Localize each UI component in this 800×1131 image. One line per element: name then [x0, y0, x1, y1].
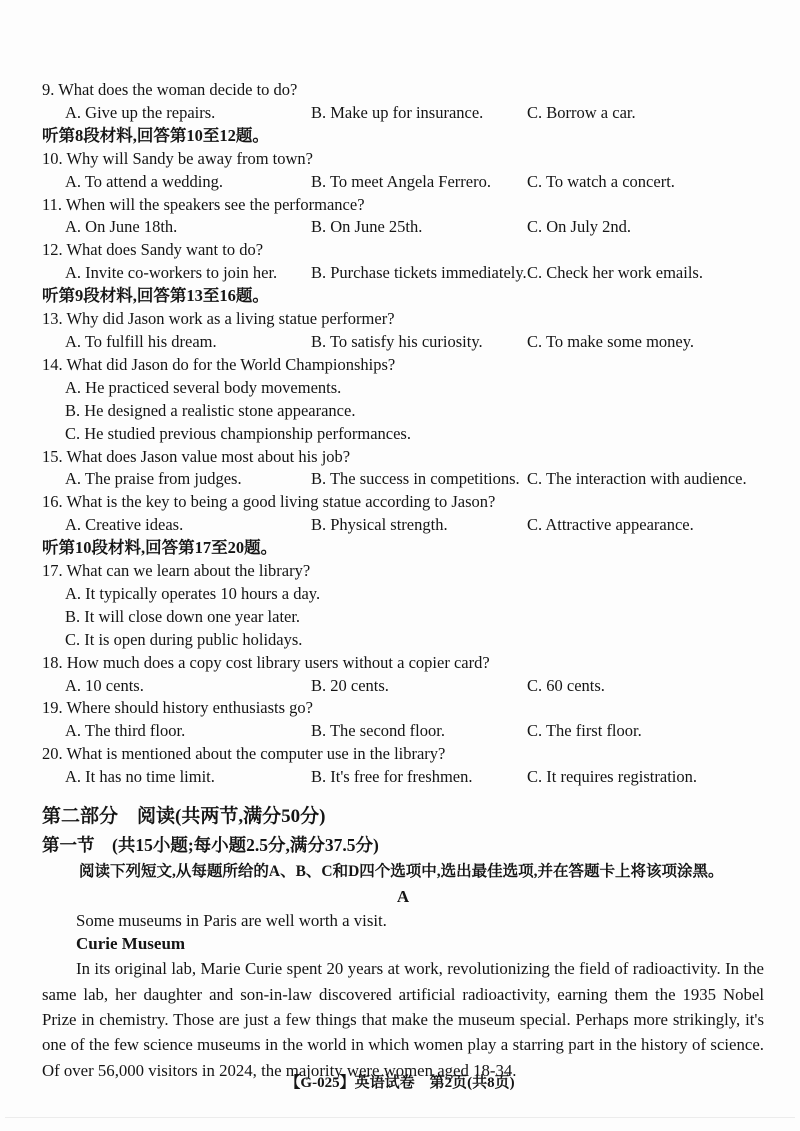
options-group	[42, 262, 764, 285]
question-text: 16. What is the key to being a good living statue according to Jason?	[42, 492, 496, 512]
question-text: 10. Why will Sandy be away from town?	[42, 148, 313, 168]
option: B. On June 25th.	[311, 217, 423, 237]
option: B. It will close down one year later.	[65, 606, 301, 626]
question-text: 12. What does Sandy want to do?	[42, 240, 264, 260]
passage-label: A	[396, 887, 410, 907]
listening-instruction: 听第10段材料,回答第17至20题。	[42, 538, 278, 558]
question-text: 14. What did Jason do for the World Championships?	[42, 354, 396, 374]
question-9	[42, 79, 764, 125]
page-content	[42, 79, 764, 1083]
option: C. Check her work emails.	[527, 263, 703, 283]
passage-body: In its original lab, Marie Curie spent 20 years at work, revolutionizing the field of radioactivity. In the same lab, her daughter and son-in-law discovered artificial radioactivity, earning them the 1935 Nobel Prize in chemistry. Those are just a few things that make the museum special. Perhaps more strikingly, it's one of the few science museums in the world in which women play a starring part in the history of science. Of over 56,000 visitors in 2024, the majority were women aged 18-34.	[42, 959, 764, 1080]
option: A. Give up the repairs.	[65, 102, 216, 122]
option: C. He studied previous championship performances.	[65, 423, 411, 443]
reading-instructions: 阅读下列短文,从每题所给的A、B、C和D四个选项中,选出最佳选项,并在答题卡上将该项涂黑。	[79, 863, 724, 881]
options-group	[42, 583, 764, 652]
question-text: 15. What does Jason value most about his job?	[42, 446, 351, 466]
option: A. The third floor.	[65, 721, 186, 741]
option: C. Borrow a car.	[527, 102, 636, 122]
question-12	[42, 239, 764, 285]
option: A. Creative ideas.	[65, 515, 184, 535]
option: C. On July 2nd.	[527, 217, 632, 237]
question-10	[42, 148, 764, 194]
option: C. To watch a concert.	[527, 171, 675, 191]
options-group	[42, 171, 764, 194]
question-text: 11. When will the speakers see the performance?	[42, 194, 365, 214]
option: B. Make up for insurance.	[311, 102, 484, 122]
option: A. He practiced several body movements.	[65, 377, 342, 397]
option: A. It has no time limit.	[65, 767, 215, 787]
question-11	[42, 194, 764, 240]
options-group	[42, 720, 764, 743]
question-text: 18. How much does a copy cost library users without a copier card?	[42, 652, 490, 672]
question-16	[42, 491, 764, 537]
listening-section	[42, 79, 764, 789]
option: B. The second floor.	[311, 721, 445, 741]
question-18	[42, 652, 764, 698]
options-group	[42, 331, 764, 354]
option: A. The praise from judges.	[65, 469, 242, 489]
question-text: 9. What does the woman decide to do?	[42, 80, 298, 99]
option: C. It requires registration.	[527, 767, 697, 787]
question-text: 13. Why did Jason work as a living statue performer?	[42, 309, 395, 329]
question-20	[42, 743, 764, 789]
option: B. Physical strength.	[311, 515, 448, 535]
scan-artifact-line	[5, 1117, 795, 1118]
options-group	[42, 216, 764, 239]
option: C. The interaction with audience.	[527, 469, 747, 489]
question-19	[42, 697, 764, 743]
option: A. On June 18th.	[65, 217, 178, 237]
options-group	[42, 377, 764, 446]
listening-instruction: 听第8段材料,回答第10至12题。	[42, 125, 269, 145]
option: A. Invite co-workers to join her.	[65, 263, 278, 283]
option: A. It typically operates 10 hours a day.	[65, 583, 321, 603]
option: A. To fulfill his dream.	[65, 331, 217, 351]
option: C. It is open during public holidays.	[65, 629, 303, 649]
options-group	[42, 766, 764, 789]
option: B. To meet Angela Ferrero.	[311, 171, 491, 191]
option: C. To make some money.	[527, 331, 695, 351]
option: A. To attend a wedding.	[65, 171, 224, 191]
option: A. 10 cents.	[65, 675, 144, 695]
option: B. It's free for freshmen.	[311, 767, 473, 787]
passage-intro: Some museums in Paris are well worth a visit.	[76, 911, 387, 931]
option: B. 20 cents.	[311, 675, 389, 695]
question-text: 17. What can we learn about the library?	[42, 561, 311, 581]
question-text: 19. Where should history enthusiasts go?	[42, 698, 313, 718]
question-13	[42, 308, 764, 354]
option: C. Attractive appearance.	[527, 515, 694, 535]
question-17	[42, 560, 764, 652]
listening-instruction: 听第9段材料,回答第13至16题。	[42, 286, 269, 306]
options-group	[42, 468, 764, 491]
question-text: 20. What is mentioned about the computer use in the library?	[42, 744, 446, 764]
question-14	[42, 354, 764, 446]
option: B. Purchase tickets immediately.	[311, 263, 527, 283]
options-group	[42, 102, 764, 125]
option: C. The first floor.	[527, 721, 642, 741]
part2-heading: 第二部分 阅读(共两节,满分50分)	[42, 806, 326, 828]
passage-title: Curie Museum	[76, 934, 186, 954]
option: B. The success in competitions.	[311, 469, 520, 489]
option: B. To satisfy his curiosity.	[311, 331, 483, 351]
options-group	[42, 675, 764, 698]
section1-heading: 第一节 (共15小题;每小题2.5分,满分37.5分)	[42, 835, 379, 856]
question-15	[42, 446, 764, 492]
options-group	[42, 514, 764, 537]
option: C. 60 cents.	[527, 675, 605, 695]
option: B. He designed a realistic stone appearance.	[65, 400, 356, 420]
page-footer: 【G-025】英语试卷 第2页(共8页)	[285, 1075, 515, 1091]
